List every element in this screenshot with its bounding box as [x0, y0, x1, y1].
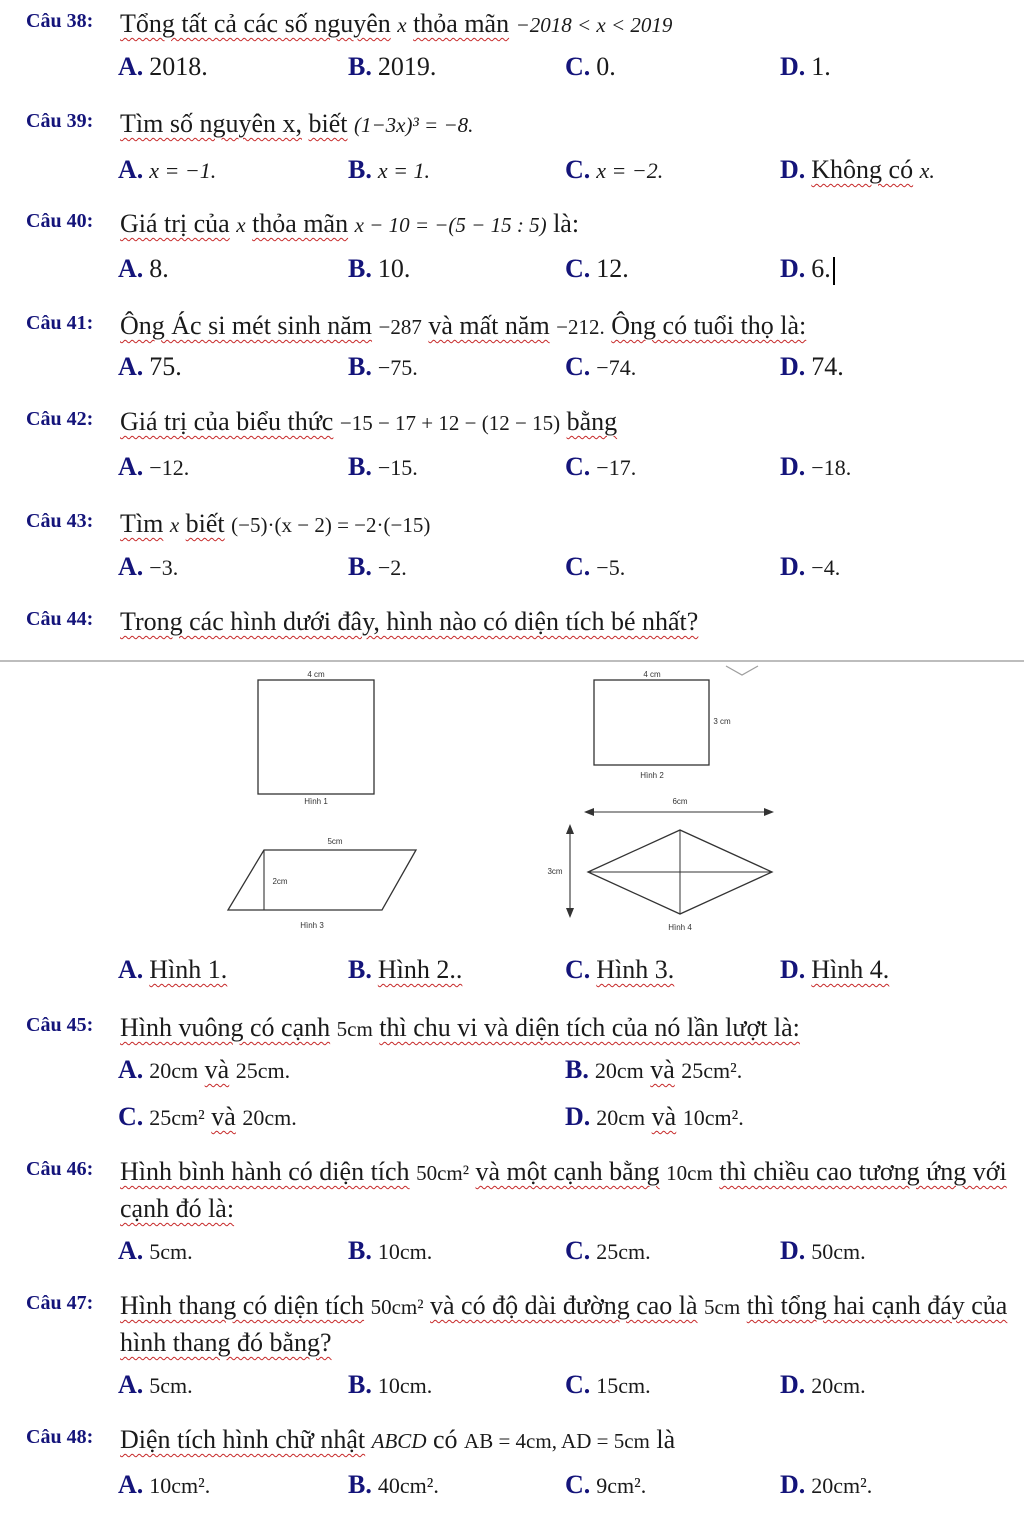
option-b[interactable]: B. −2. [348, 552, 407, 581]
question-text: Tìm x biết (−5)·(x − 2) = −2·(−15) [120, 509, 431, 538]
option-a[interactable]: A. 8. [118, 254, 169, 283]
option-a[interactable]: A. 75. [118, 352, 182, 381]
option-b[interactable]: B. 10cm. [348, 1236, 433, 1265]
question-label: Câu 46: [26, 1158, 94, 1180]
figure-4 [547, 797, 774, 932]
option-a[interactable]: A. 2018. [118, 52, 208, 81]
question-label: Câu 48: [26, 1426, 94, 1448]
option-a[interactable]: A. −12. [118, 452, 190, 481]
option-c[interactable]: C. −17. [565, 452, 637, 481]
figure-3-height-label: 2cm [272, 877, 288, 886]
figure-2-caption: Hình 2 [640, 771, 664, 780]
option-a[interactable]: A. x = −1. [118, 155, 217, 184]
option-a[interactable]: A. 5cm. [118, 1236, 193, 1265]
option-d[interactable]: D. Không có x. [780, 155, 935, 184]
option-b[interactable]: B. Hình 2.. [348, 955, 463, 984]
option-b[interactable]: B. x = 1. [348, 155, 430, 184]
option-d[interactable]: D. −4. [780, 552, 841, 581]
question-label: Câu 45: [26, 1014, 94, 1036]
text-cursor [833, 257, 835, 285]
option-d[interactable]: D. 1. [780, 52, 831, 81]
option-d[interactable]: D. 74. [780, 352, 844, 381]
question-text: Tìm số nguyên x, biết (1−3x)³ = −8. [120, 109, 474, 138]
figure-4-top-label: 6cm [672, 797, 688, 806]
option-c[interactable]: C. 9cm². [565, 1470, 647, 1499]
option-c[interactable]: C. −5. [565, 552, 626, 581]
figure-2 [594, 666, 758, 780]
option-d[interactable]: D. 50cm. [780, 1236, 866, 1265]
arrowhead-left-icon [584, 808, 594, 816]
question-text: Giá trị của x thỏa mãn x − 10 = −(5 − 15 : 5) là: [120, 209, 580, 238]
option-d[interactable]: D. 20cm. [780, 1370, 866, 1399]
option-a[interactable]: A. 20cm và 25cm. [118, 1055, 291, 1084]
question-text: Hình thang có diện tích 50cm² và có độ dài đường cao là 5cm thì tổng hai cạnh đáy của hình thang đó bằng? [120, 1291, 1008, 1357]
question-text: Trong các hình dưới đây, hình nào có diện tích bé nhất? [120, 607, 699, 636]
question-text: Giá trị của biểu thức −15 − 17 + 12 − (12 − 15) bằng [120, 407, 618, 436]
scroll-chevron-icon [726, 666, 758, 675]
option-a[interactable]: A. 5cm. [118, 1370, 193, 1399]
arrowhead-down-icon [566, 908, 574, 918]
option-d[interactable]: D. 20cm². [780, 1470, 873, 1499]
option-a[interactable]: A. 10cm². [118, 1470, 211, 1499]
figure-3-parallelogram [228, 850, 416, 910]
option-d[interactable]: D. 20cm và 10cm². [565, 1102, 744, 1131]
arrowhead-right-icon [764, 808, 774, 816]
figure-4-caption: Hình 4 [668, 923, 692, 932]
option-c[interactable]: C. −74. [565, 352, 637, 381]
question-text: Tổng tất cả các số nguyên x thỏa mãn −2018 < x < 2019 [120, 9, 673, 38]
question-text: Hình bình hành có diện tích 50cm² và một cạnh bằng 10cm thì chiều cao tương ứng với cạnh đó là: [120, 1157, 1007, 1223]
option-c[interactable]: C. 25cm² và 20cm. [118, 1102, 297, 1131]
figure-1-square [258, 680, 374, 794]
question-label: Câu 47: [26, 1292, 94, 1314]
figure-1 [258, 670, 374, 806]
figures-panel [0, 662, 1024, 948]
figure-4-side-label: 3cm [547, 867, 563, 876]
figure-2-top-label: 4 cm [643, 670, 661, 679]
arrowhead-up-icon [566, 824, 574, 834]
question-text: Ông Ác si mét sinh năm −287 và mất năm −212. Ông có tuổi thọ là: [120, 311, 807, 340]
question-label: Câu 41: [26, 312, 94, 334]
question-label: Câu 44: [26, 608, 94, 630]
figure-3-caption: Hình 3 [300, 921, 324, 930]
option-b[interactable]: B. 2019. [348, 52, 437, 81]
option-b[interactable]: B. 10. [348, 254, 411, 283]
question-label: Câu 38: [26, 10, 94, 32]
option-c[interactable]: C. Hình 3. [565, 955, 675, 984]
question-label: Câu 39: [26, 110, 94, 132]
option-c[interactable]: C. 12. [565, 254, 629, 283]
figure-1-caption: Hình 1 [304, 797, 328, 806]
question-text: Hình vuông có cạnh 5cm thì chu vi và diện tích của nó lần lượt là: [120, 1013, 800, 1042]
figure-1-top-label: 4 cm [307, 670, 325, 679]
question-text: Diện tích hình chữ nhật ABCD có AB = 4cm, AD = 5cm là [120, 1425, 676, 1454]
option-c[interactable]: C. 25cm. [565, 1236, 651, 1265]
option-b[interactable]: B. −75. [348, 352, 418, 381]
question-label: Câu 43: [26, 510, 94, 532]
figure-2-rectangle [594, 680, 709, 765]
figure-2-side-label: 3 cm [713, 717, 731, 726]
option-a[interactable]: A. Hình 1. [118, 955, 228, 984]
option-c[interactable]: C. 0. [565, 52, 616, 81]
option-c[interactable]: C. 15cm. [565, 1370, 651, 1399]
option-c[interactable]: C. x = −2. [565, 155, 664, 184]
option-a[interactable]: A. −3. [118, 552, 179, 581]
option-b[interactable]: B. 20cm và 25cm². [565, 1055, 743, 1084]
option-b[interactable]: B. −15. [348, 452, 418, 481]
figure-3 [228, 837, 416, 930]
option-b[interactable]: B. 40cm². [348, 1470, 439, 1499]
option-d[interactable]: D. 6. [780, 254, 835, 285]
question-label: Câu 42: [26, 408, 94, 430]
option-b[interactable]: B. 10cm. [348, 1370, 433, 1399]
option-d[interactable]: D. Hình 4. [780, 955, 890, 984]
question-label: Câu 40: [26, 210, 94, 232]
figure-3-top-label: 5cm [327, 837, 343, 846]
option-d[interactable]: D. −18. [780, 452, 852, 481]
